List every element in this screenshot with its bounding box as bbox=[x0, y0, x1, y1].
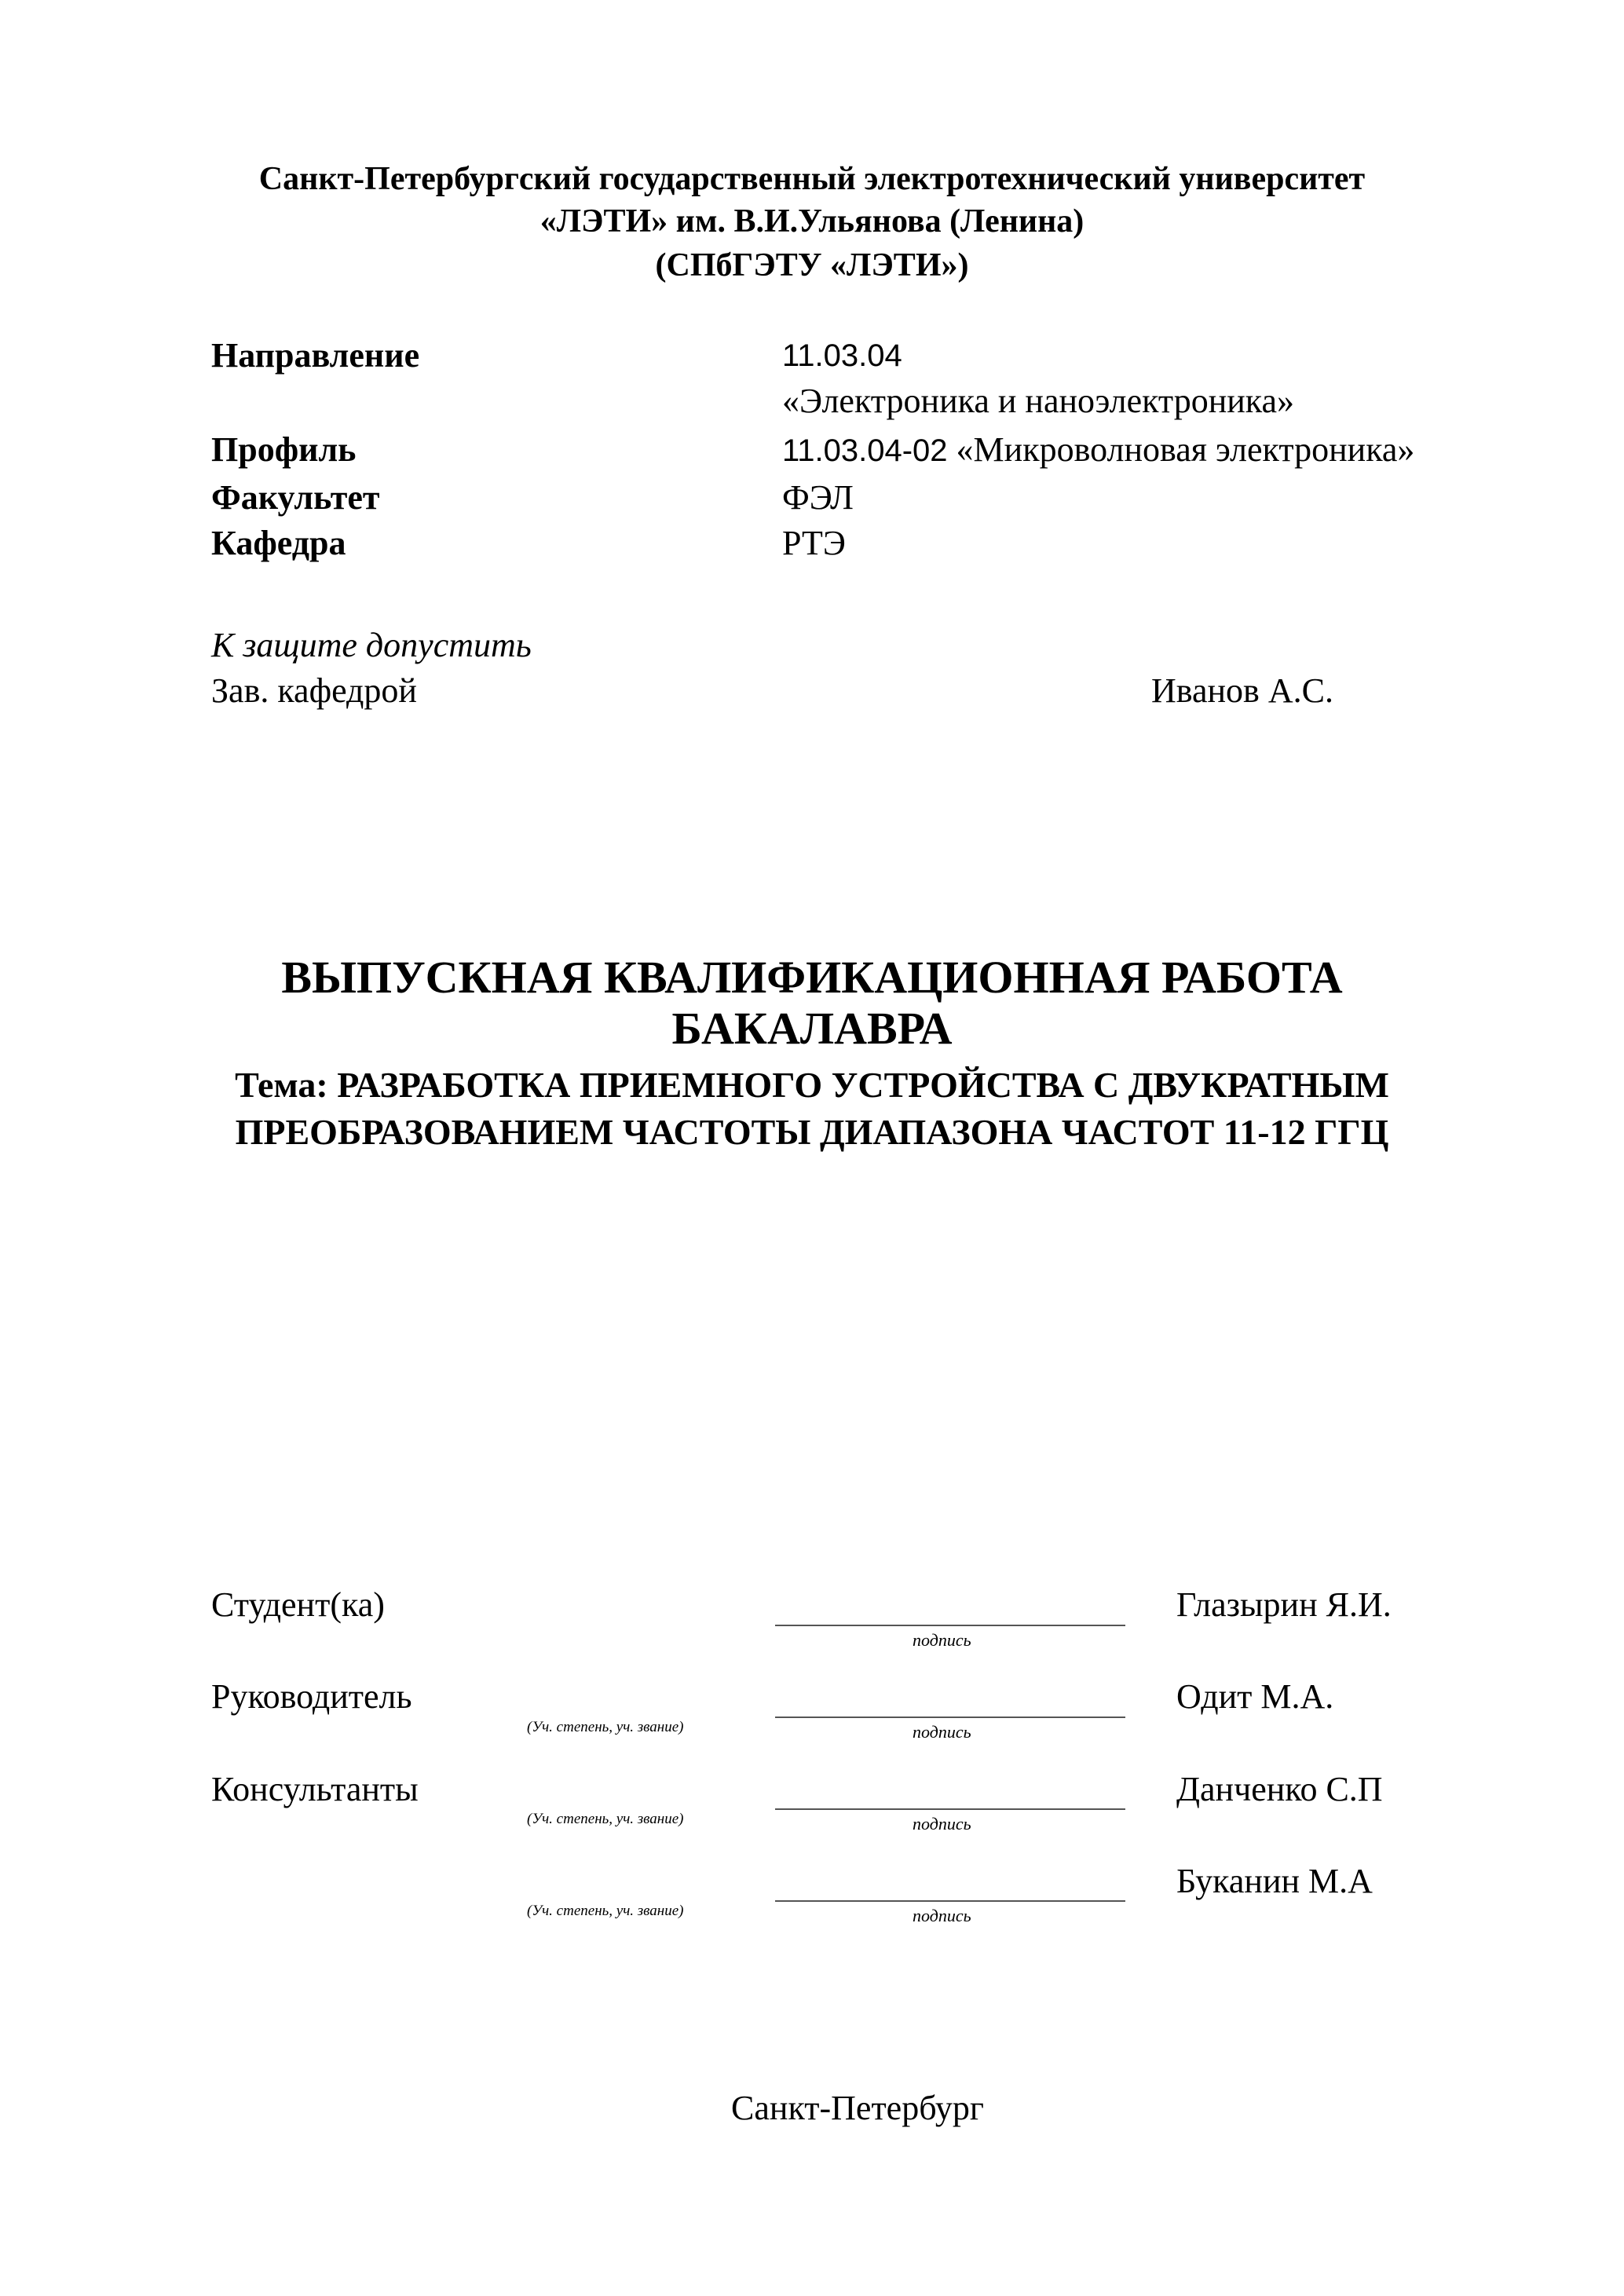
faculty-value: ФЭЛ bbox=[782, 478, 854, 517]
name-consultant-2: Буканин М.А bbox=[1176, 1862, 1373, 1900]
role-student: Студент(ка) bbox=[211, 1585, 385, 1624]
signature-line bbox=[775, 1717, 1125, 1718]
degree-caption: (Уч. степень, уч. звание) bbox=[527, 1811, 684, 1827]
title-line2: БАКАЛАВРА bbox=[671, 1003, 953, 1054]
name-student: Глазырин Я.И. bbox=[1176, 1585, 1392, 1624]
title-line1: ВЫПУСКНАЯ КВАЛИФИКАЦИОННАЯ РАБОТА bbox=[281, 952, 1343, 1003]
signature-caption: подпись bbox=[913, 1906, 971, 1925]
signature-line bbox=[775, 1625, 1125, 1626]
signature-line bbox=[775, 1808, 1125, 1810]
university-name-line2: «ЛЭТИ» им. В.И.Ульянова (Ленина) bbox=[540, 203, 1084, 239]
direction-label: Направление bbox=[211, 336, 420, 375]
topic-line2: ПРЕОБРАЗОВАНИЕМ ЧАСТОТЫ ДИАПАЗОНА ЧАСТОТ 11-12 ГГЦ bbox=[235, 1112, 1389, 1152]
degree-caption: (Уч. степень, уч. звание) bbox=[527, 1903, 684, 1919]
head-label: Зав. кафедрой bbox=[211, 671, 417, 710]
topic-line1: Тема: РАЗРАБОТКА ПРИЕМНОГО УСТРОЙСТВА С ДВУКРАТНЫМ bbox=[235, 1065, 1389, 1105]
department-label: Кафедра bbox=[211, 524, 346, 562]
name-consultant-1: Данченко С.П bbox=[1176, 1770, 1383, 1808]
profile-value bbox=[782, 430, 1415, 469]
head-name: Иванов А.С. bbox=[1151, 671, 1333, 710]
role-supervisor: Руководитель bbox=[211, 1677, 412, 1716]
direction-code: 11.03.04 bbox=[782, 338, 902, 373]
profile-label: Профиль bbox=[211, 430, 357, 469]
city: Санкт-Петербург bbox=[731, 2089, 984, 2127]
role-consultants: Консультанты bbox=[211, 1770, 419, 1808]
admit-text: К защите допустить bbox=[211, 626, 532, 664]
signature-caption: подпись bbox=[913, 1722, 971, 1742]
profile-name: «Микроволновая электроника» bbox=[956, 430, 1415, 469]
profile-code: 11.03.04-02 bbox=[782, 433, 948, 468]
direction-name: «Электроника и наноэлектроника» bbox=[782, 382, 1295, 420]
signature-caption: подпись bbox=[913, 1814, 971, 1834]
signature-caption: подпись bbox=[913, 1630, 971, 1650]
university-abbreviation: (СПбГЭТУ «ЛЭТИ») bbox=[655, 247, 969, 283]
faculty-label: Факультет bbox=[211, 478, 380, 517]
department-value: РТЭ bbox=[782, 524, 846, 562]
signature-line bbox=[775, 1900, 1125, 1902]
name-supervisor: Одит М.А. bbox=[1176, 1677, 1334, 1716]
degree-caption: (Уч. степень, уч. звание) bbox=[527, 1719, 684, 1735]
university-name: Санкт-Петербургский государственный электротехнический университет bbox=[258, 161, 1366, 197]
